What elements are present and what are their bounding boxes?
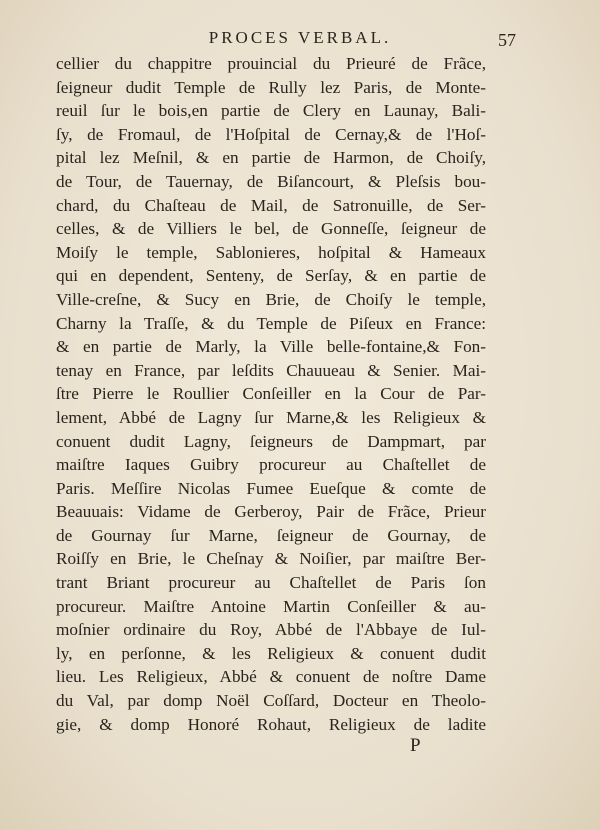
- text-line: ſy, de Fromaul, de l'Hoſpital de Cernay,& de l'Hoſ-: [56, 124, 486, 144]
- text-line: ſtre Pierre le Roullier Conſeiller en la Cour de Par-: [56, 384, 486, 404]
- text-line: lieu. Les Religieux, Abbé & conuent de noſtre Dame: [56, 667, 486, 687]
- text-line: reuil ſur le bois,en partie de Clery en Launay, Bali-: [56, 101, 486, 121]
- text-line: lement, Abbé de Lagny ſur Marne,& les Religieux &: [56, 407, 486, 427]
- text-line: de Gournay ſur Marne, ſeigneur de Gournay, de: [56, 525, 486, 545]
- text-line: pital lez Meſnil, & en partie de Harmon, de Choiſy,: [56, 148, 486, 168]
- text-line: procureur. Maiſtre Antoine Martin Conſeiller & au-: [56, 596, 486, 616]
- text-line: du Val, par domp Noël Coſſard, Docteur en Theolo-: [56, 691, 486, 711]
- text-line: de Tour, de Tauernay, de Biſancourt, & Pleſsis bou-: [56, 171, 486, 191]
- text-line: Moiſy le temple, Sablonieres, hoſpital & Hameaux: [56, 242, 486, 262]
- text-line: celles, & de Villiers le bel, de Gonneſſe, ſeigneur de: [56, 219, 486, 239]
- text-line: ly, en perſonne, & les Religieux & conuent dudit: [56, 643, 486, 663]
- text-line: & en partie de Marly, la Ville belle-fontaine,& Fon-: [56, 337, 486, 357]
- catchword: P: [410, 735, 421, 756]
- text-line: cellier du chappitre prouincial du Prieuré de Frãce,: [56, 54, 486, 73]
- text-line: maiſtre Iaques Guibry procureur au Chaſtellet de: [56, 455, 486, 475]
- text-line: conuent dudit Lagny, ſeigneurs de Dampmart, par: [56, 431, 486, 451]
- body-text: [56, 52, 486, 736]
- text-line: Charny la Traſſe, & du Temple de Piſeux en France:: [56, 313, 486, 333]
- page-number: 57: [498, 30, 516, 50]
- text-line: gie, & domp Honoré Rohaut, Religieux de ladite: [56, 714, 486, 734]
- text-line: tenay en France, par leſdits Chauueau & Senier. Mai-: [56, 360, 486, 380]
- text-line: chard, du Chaſteau de Mail, de Satronuille, de Ser-: [56, 195, 486, 215]
- text-line: Paris. Meſſire Nicolas Fumee Eueſque & comte de: [56, 478, 486, 498]
- text-line: Beauuais: Vidame de Gerberoy, Pair de Frãce, Prieur: [56, 502, 486, 522]
- running-title: PROCES VERBAL.: [208, 28, 392, 47]
- text-line: qui en dependent, Senteny, de Serſay, & en partie de: [56, 266, 486, 286]
- text-line: trant Briant procureur au Chaſtellet de Paris ſon: [56, 573, 486, 593]
- text-line: ſeigneur dudit Temple de Rully lez Paris, de Monte-: [56, 77, 486, 97]
- text-line: Roiſſy en Brie, le Cheſnay & Noiſier, par maiſtre Ber-: [56, 549, 486, 569]
- text-line: Ville-creſne, & Sucy en Brie, de Choiſy le temple,: [56, 289, 486, 309]
- page-header: [0, 26, 600, 54]
- text-line: moſnier ordinaire du Roy, Abbé de l'Abbaye de Iul-: [56, 620, 486, 640]
